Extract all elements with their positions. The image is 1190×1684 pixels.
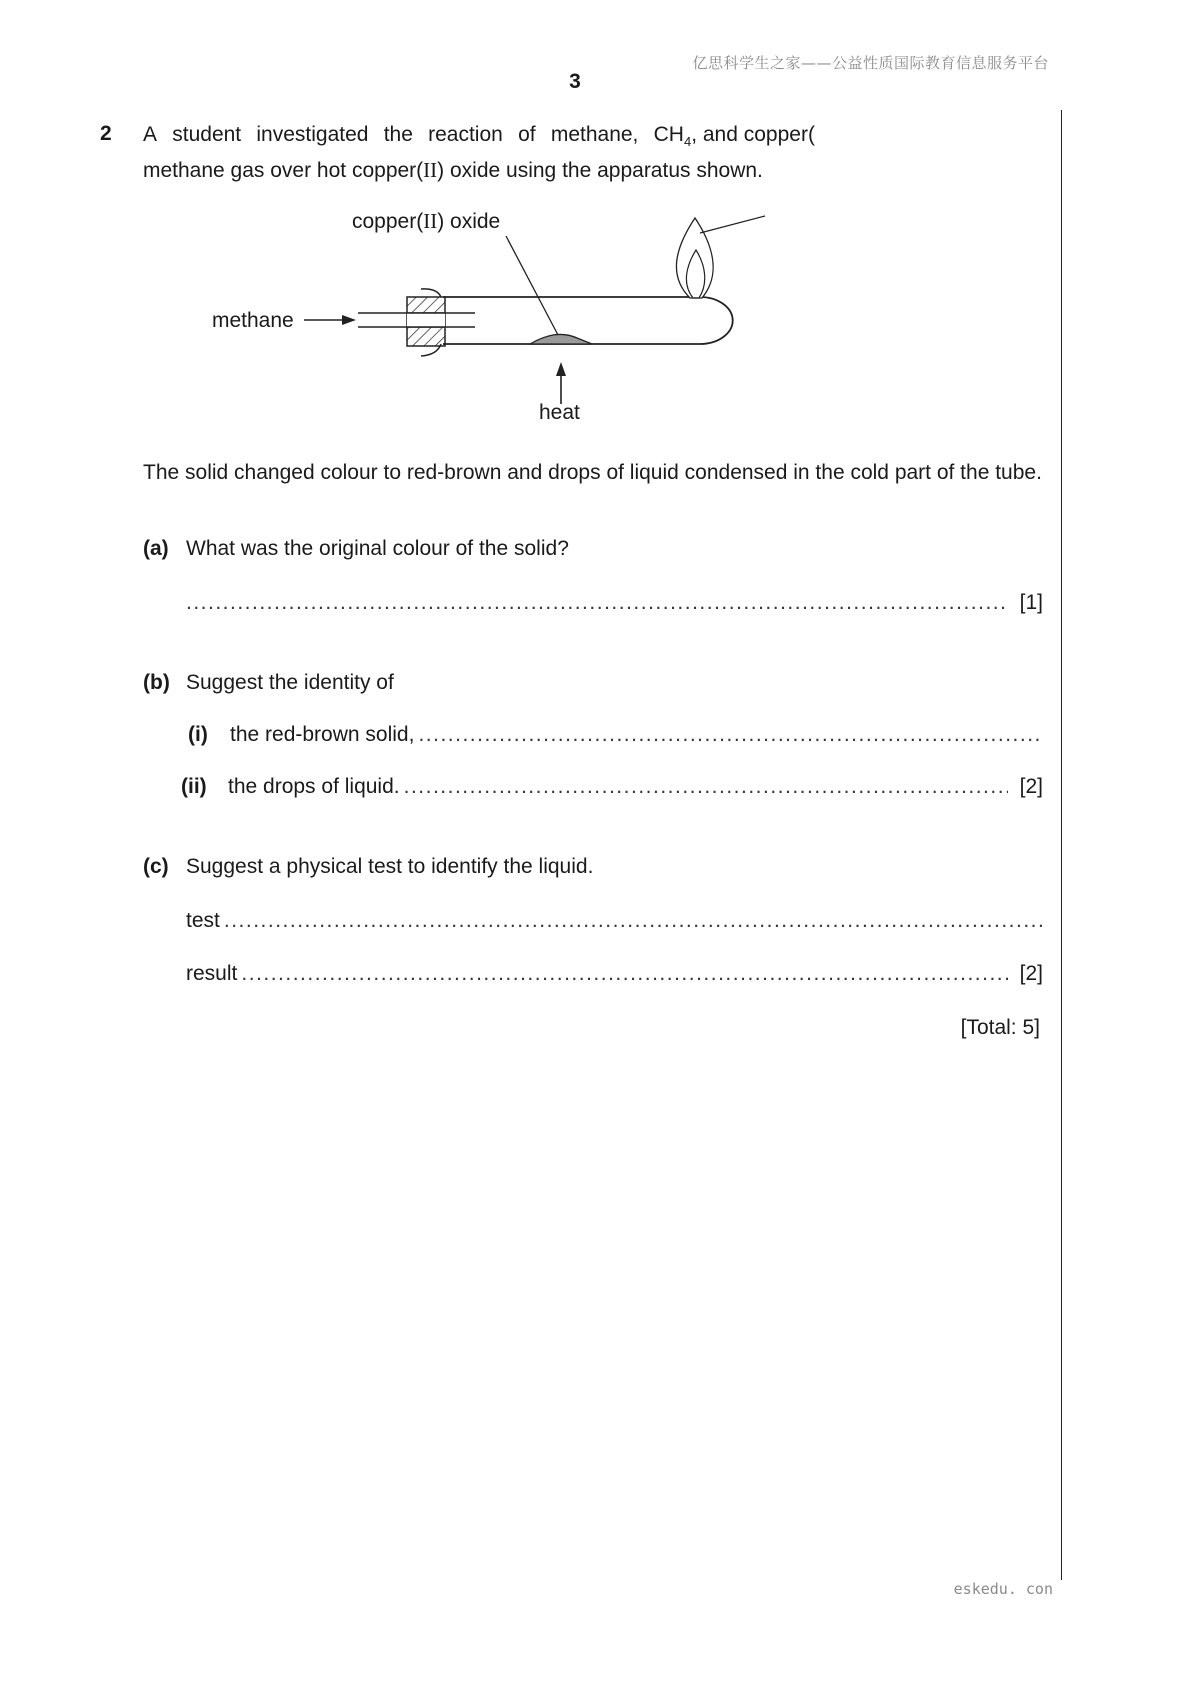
observation-text: The solid changed colour to red-brown and drops of liquid condensed in the cold part of the tube.	[143, 461, 1042, 484]
test-tube	[443, 297, 733, 344]
part-c-text: Suggest a physical test to identify the liquid.	[186, 855, 594, 878]
part-b-i-label: (i)	[188, 723, 208, 746]
question-number: 2	[100, 122, 112, 145]
intro-word: student	[172, 123, 242, 146]
intro-word: methane,	[550, 123, 639, 146]
part-b-text: Suggest the identity of	[186, 671, 394, 694]
footer-watermark: eskedu. con	[953, 1580, 1053, 1598]
intro-word: investigated	[256, 123, 369, 146]
part-b-i-text: the red-brown solid,	[230, 723, 415, 746]
apparatus-diagram	[0, 0, 1190, 460]
flame-icon	[676, 218, 713, 298]
part-b-i-line[interactable]	[186, 723, 1043, 751]
part-c-test-line[interactable]	[186, 909, 1043, 937]
label-copper-oxide: copper(II) oxide	[352, 209, 501, 233]
oxide-leader-line	[506, 236, 558, 335]
part-b-ii-line[interactable]	[181, 775, 1043, 803]
part-c-label: (c)	[143, 855, 169, 878]
total-marks: [Total: 5]	[960, 1016, 1040, 1039]
answer-dots[interactable]	[241, 962, 1007, 986]
intro-word: of	[518, 123, 536, 146]
copper-oxide-solid	[530, 334, 592, 344]
answer-dots[interactable]	[224, 909, 1043, 933]
answer-dots[interactable]	[418, 723, 1043, 747]
intro-word: A	[143, 123, 158, 146]
intro-formula: $CH_4$, and copper(	[653, 123, 815, 150]
heat-arrowhead	[556, 362, 566, 376]
part-c-result-line[interactable]	[186, 962, 1043, 990]
bung-bore	[407, 313, 445, 327]
intro-line-2: methane gas over hot copper(II) oxide using the apparatus shown.	[143, 158, 763, 183]
header-watermark: 亿思科学生之家——公益性质国际教育信息服务平台	[692, 54, 1049, 72]
part-b-mark: [2]	[1019, 775, 1043, 798]
intro-word: reaction	[428, 123, 503, 146]
methane-arrowhead	[342, 315, 356, 325]
answer-dots[interactable]	[404, 775, 1008, 799]
part-a-mark: [1]	[1019, 591, 1043, 614]
page-number: 3	[569, 70, 581, 93]
intro-word: the	[383, 123, 413, 146]
part-c-question	[143, 855, 1043, 883]
part-a-label: (a)	[143, 537, 169, 560]
part-b-ii-text: the drops of liquid.	[228, 775, 400, 798]
flame-leader-line	[700, 216, 765, 233]
label-heat: heat	[539, 401, 580, 424]
part-b-label: (b)	[143, 671, 170, 694]
part-b-ii-label: (ii)	[181, 775, 207, 798]
label-methane: methane	[212, 309, 294, 332]
answer-dots[interactable]	[186, 591, 1008, 615]
part-b-question	[143, 671, 1043, 699]
part-a-answer-line[interactable]	[186, 591, 1043, 619]
tube-lip	[421, 289, 441, 297]
result-label: result	[186, 962, 238, 985]
part-a-question	[143, 537, 1043, 565]
part-a-text: What was the original colour of the solid?	[186, 537, 569, 560]
part-c-mark: [2]	[1019, 962, 1043, 985]
test-label: test	[186, 909, 220, 932]
